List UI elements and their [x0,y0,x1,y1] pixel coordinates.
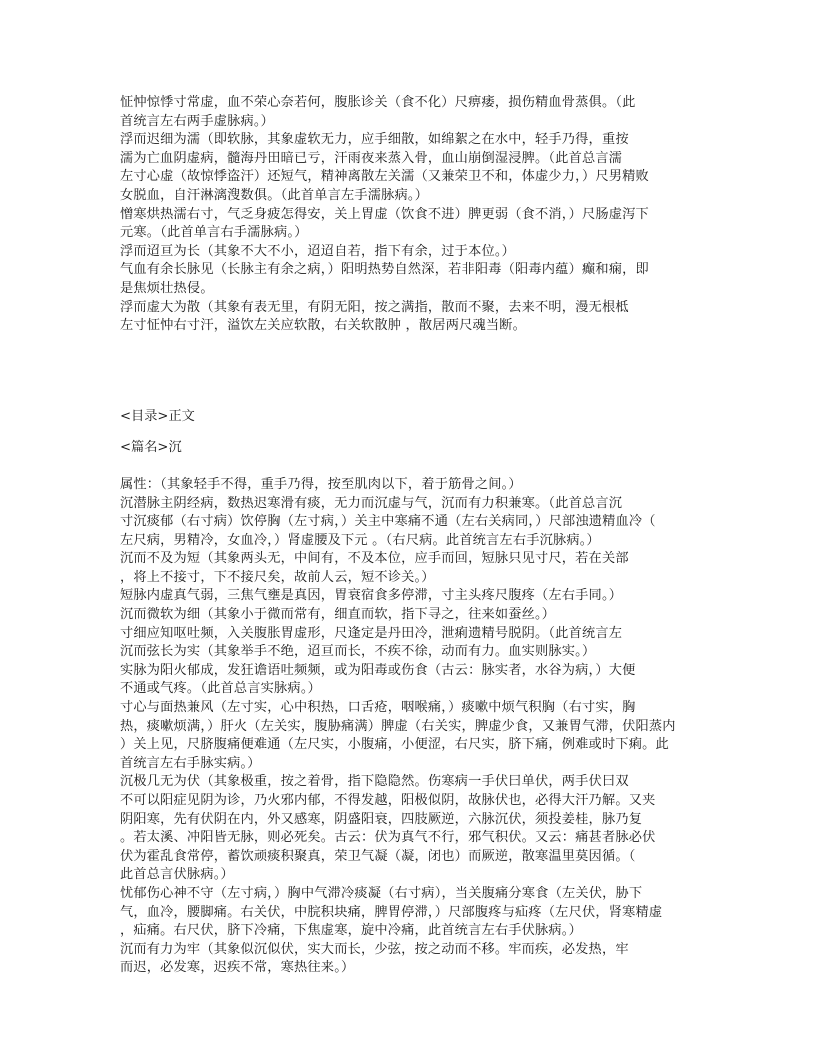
text-line: 左寸怔忡右寸汗，溢饮左关应软散，右关软散肿 ，散居两尺魂当断。 [120,318,527,334]
text-line: 热，痰嗽烦满，）肝火（左关实，腹胁痛满）脾虚（右关实，脾虚少食，又兼胃气滞，伏阳蒸内 [120,718,676,734]
text-line: 怔忡惊悸寸常虚，血不荣心奈若何，腹胀诊关（食不化）尺痹痿，损伤精血骨蒸俱。（此 [120,95,636,110]
section-chen [120,476,700,978]
text-line: 寸细应知呕吐频，入关腹胀胃虚形，尺逢定是丹田冷，泄痢遗精号脱阴。（此首统言左 [120,625,623,641]
text-line: 属性：（其象轻手不得，重手乃得，按至肌肉以下，着于筋骨之间。） [120,476,522,492]
text-line: 沉而弦长为实（其象举手不绝，迢亘而长，不疾不徐，动而有力。血实则脉实。） [120,644,596,660]
text-line: 首统言左右两手虚脉病。） [120,113,275,129]
text-line: 浮而虚大为散（其象有表无里，有阴无阳，按之满指，散而不聚，去来不明，漫无根柢 [120,299,629,315]
text-line: ）关上见，尺脐腹痛便难通（左尺实，小腹痛，小便涩，右尺实，脐下痛，例难或时下痢。此 [120,737,669,753]
text-line: 不可以阳症见阴为诊，乃火邪内郁，不得发越，阳极似阴，故脉伏也，必得大汗乃解。又夹 [120,793,656,808]
section-spacer [120,336,700,408]
heading-spacer [120,458,700,476]
text-line: 而迟，必发寒，迟疾不常，寒热往来。） [120,960,355,976]
text-line: 短脉内虚真气弱，三焦气壅是真因，胃衰宿食多停滞，寸主头疼尺腹疼（左右手同。） [120,588,623,604]
text-line: 元寒。（此首单言右手濡脉病。） [120,225,308,241]
text-line: 气血有余长脉见（长脉主有余之病，）阳明热势自然深，若非阳毒（阳毒内蕴）癫和痫，即 [120,262,649,278]
text-line: 沉而有力为牢（其象似沉似伏，实大而长，少弦，按之动而不移。牢而疾，必发热，牢 [120,941,629,957]
text-line: 不通或气疼。（此首总言实脉病。） [120,681,321,697]
text-line: 寸心与面热兼风（左寸实，心中积热，口舌疮，咽喉痛，）痰嗽中烦气积胸（右寸实，胸 [120,700,636,716]
text-line: 阴阳寒，先有伏阴在内，外又感寒，阴盛阳衰，四肢厥逆，六脉沉伏，须投姜桂，脉乃复 [120,811,643,827]
text-line: 憎寒烘热濡右寸，气乏身疲怎得安，关上胃虚（饮食不进）脾更弱（食不消，）尺肠虚泻下 [120,206,649,222]
text-line: 濡为亡血阴虚病，髓海丹田暗已亏，汗雨夜来蒸入骨，血山崩倒湿浸脾。（此首总言濡 [120,150,623,166]
text-line: 左尺病，男精冷，女血冷，）肾虚腰及下元 。（右尺病。此首统言左右手沉脉病。） [120,532,600,548]
text-line: 是焦烦壮热侵。 [120,280,214,296]
text-line: 此首总言伏脉病。） [120,867,234,883]
chapter-heading: <篇名>沉 [120,440,182,456]
text-line: 沉潜脉主阴经病，数热迟寒滑有痰，无力而沉虚与气，沉而有力积兼寒。（此首总言沉 [120,495,623,511]
text-line: 伏为霍乱食常停，蓄饮顽痰积聚真，荣卫气凝（凝，闭也）而厥逆，散寒温里莫因循。（ [120,848,636,864]
text-line: 忧郁伤心神不守（左寸病，）胸中气滞冷痰凝（右寸病），当关腹痛分寒食（左关伏，胁下 [120,885,643,901]
text-line: 沉极几无为伏（其象极重，按之着骨，指下隐隐然。伤寒病一手伏曰单伏，两手伏曰双 [120,774,629,790]
text-line: 。若太溪、冲阳皆无脉，则必死矣。古云：伏为真气不行，邪气积伏。又云：痛甚者脉必伏 [120,830,656,846]
text-line: 浮而迟细为濡（即软脉，其象虚软无力，应手细散，如绵絮之在水中，轻手乃得，重按 [120,132,629,148]
text-line: 首统言左右手脉实病。） [120,755,261,771]
text-line: ，疝痛。右尺伏，脐下冷痛，下焦虚寒，旋中冷痛，此首统言左右手伏脉病。） [120,923,582,939]
catalog-heading: <目录>正文 [120,408,195,424]
text-line: 气，血冷，腰脚痛。右关伏，中脘积块痛，脾胃停滞，）尺部腹疼与疝疼（左尺伏，肾寒精虚 [120,904,663,920]
text-line: 沉而不及为短（其象两头无，中间有，不及本位，应手而回，短脉只见寸尺，若在关部 [120,551,629,567]
text-line: 实脉为阳火郁成，发狂谵语吐频频，或为阳毒或伤食（古云：脉实者，水谷为病，）大便 [120,662,636,678]
document-page [120,94,700,978]
text-line: 浮而迢亘为长（其象不大不小，迢迢自若，指下有余，过于本位。） [120,243,516,259]
text-line: 左寸心虚（故惊悸盗汗）还短气，精神离散左关濡（又兼荣卫不和，体虚少力，）尺男精败 [120,169,649,185]
section-xu-ru-chang-san [120,94,700,336]
text-line: 寸沉痰郁（右寸病）饮停胸（左寸病，）关主中寒痛不通（左右关病同，）尺部浊遗精血冷（ [120,514,656,530]
text-line: 沉而微软为细（其象小于微而常有，细直而软，指下寻之，往来如蚕丝。） [120,607,556,623]
text-line: ，将上不接寸，下不接尺矣，故前人云，短不诊关。） [120,569,435,585]
text-line: 女脱血，自汗淋漓溲数俱。（此首单言左手濡脉病。） [120,187,429,203]
